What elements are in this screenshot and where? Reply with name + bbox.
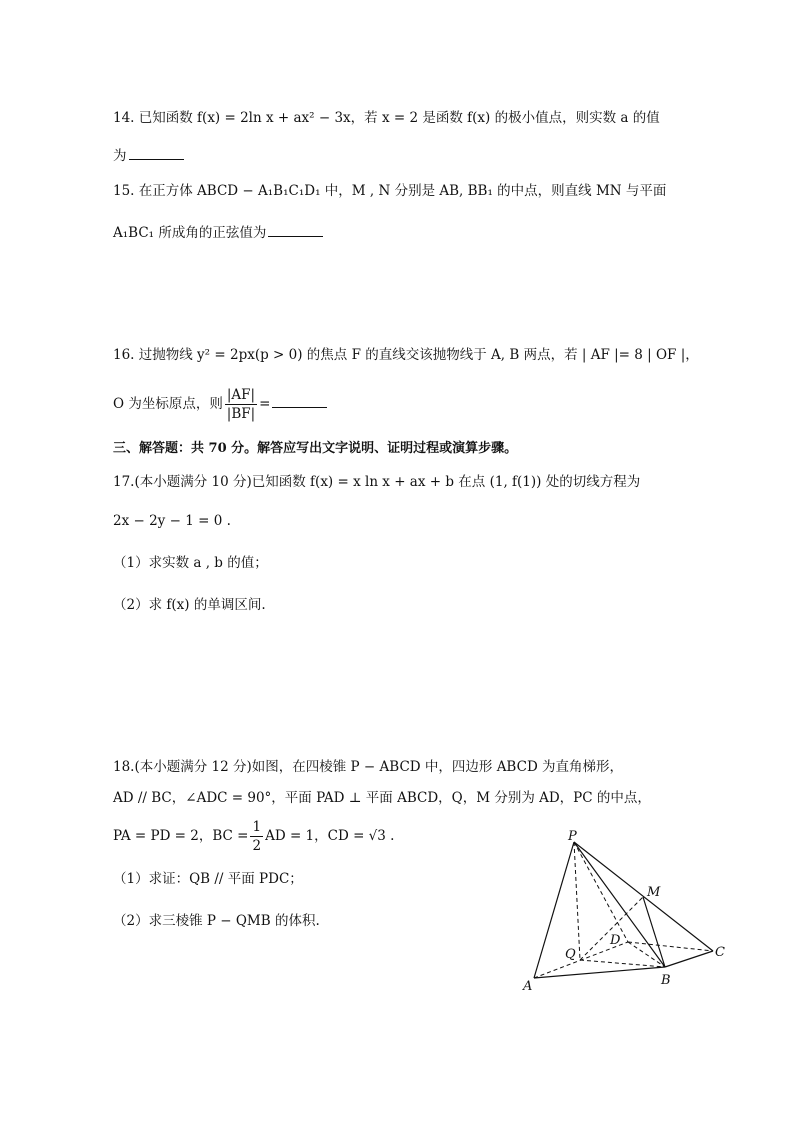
q14-line1: 14. 已知函数 f(x) = 2ln x + ax² − 3x，若 x = 2 是函数 f(x) 的极小值点，则实数 a 的值 (113, 110, 660, 126)
label-D: D (610, 933, 621, 948)
edge-MB (643, 897, 665, 967)
q16-fraction (225, 386, 257, 423)
q17-part1: （1）求实数 a , b 的值； (113, 555, 268, 571)
edge-PD (574, 842, 628, 942)
q14-line2 (113, 145, 184, 166)
label-P: P (568, 830, 577, 844)
q18-line3 (113, 818, 394, 855)
edge-PB (574, 842, 665, 967)
q18-frac-num: 1 (252, 819, 262, 835)
edge-PQ (574, 842, 580, 960)
label-Q: Q (565, 947, 576, 962)
edge-DC (628, 942, 713, 951)
q14-answer-blank (129, 145, 184, 160)
label-M: M (647, 885, 661, 900)
q16-answer-blank (272, 393, 327, 408)
q18-line3-a: PA = PD = 2，BC = (113, 828, 249, 844)
q17-part2: （2）求 f(x) 的单调区间. (113, 597, 266, 613)
q18-part2: （2）求三棱锥 P − QMB 的体积. (113, 913, 320, 929)
q18-fraction (250, 818, 263, 855)
section3-heading: 三、解答题：共 70 分。解答应写出文字说明、证明过程或演算步骤。 (113, 441, 518, 456)
q18-line2: AD // BC，∠ADC = 90°，平面 PAD ⊥ 平面 ABCD，Q，M 分别为 AD，PC 的中点， (113, 790, 651, 806)
q18-line3-b: AD = 1，CD = √3 . (265, 828, 395, 844)
q17-line1: 17.(本小题满分 10 分)已知函数 f(x) = x ln x + ax + b 在点 (1, f(1)) 处的切线方程为 (113, 474, 641, 490)
pyramid-figure (510, 830, 750, 1000)
q17-line2: 2x − 2y − 1 = 0 . (113, 513, 231, 529)
edge-QM (580, 897, 643, 960)
q14-line2-text: 为 (113, 148, 127, 164)
q15-line2-text: A₁BC₁ 所成角的正弦值为 (113, 225, 267, 241)
label-B: B (661, 973, 671, 988)
q15-answer-blank (268, 222, 323, 237)
q16-line2-suffix: = (259, 396, 271, 412)
solid-edges (534, 842, 713, 978)
label-C: C (715, 945, 725, 960)
q16-line1: 16. 过抛物线 y² = 2px(p > 0) 的焦点 F 的直线交该抛物线于 A, B 两点，若 | AF |= 8 | OF |， (113, 347, 699, 363)
q15-line1: 15. 在正方体 ABCD − A₁B₁C₁D₁ 中，M , N 分别是 AB, BB₁ 的中点，则直线 MN 与平面 (113, 183, 667, 199)
q16-line2 (113, 386, 327, 423)
q16-line2-prefix: O 为坐标原点，则 (113, 396, 223, 412)
edge-AB (534, 967, 665, 978)
q18-frac-den: 2 (252, 838, 262, 854)
edge-QB (580, 960, 665, 967)
q15-line2 (113, 222, 323, 243)
q16-frac-num: |AF| (226, 387, 256, 403)
q16-frac-den: |BF| (226, 406, 256, 422)
label-A: A (523, 979, 533, 994)
q18-part1: （1）求证：QB // 平面 PDC； (113, 871, 303, 887)
edge-BC (665, 951, 713, 967)
edge-PC (574, 842, 713, 951)
q18-line1: 18.(本小题满分 12 分)如图，在四棱锥 P − ABCD 中，四边形 ABCD 为直角梯形， (113, 759, 624, 775)
